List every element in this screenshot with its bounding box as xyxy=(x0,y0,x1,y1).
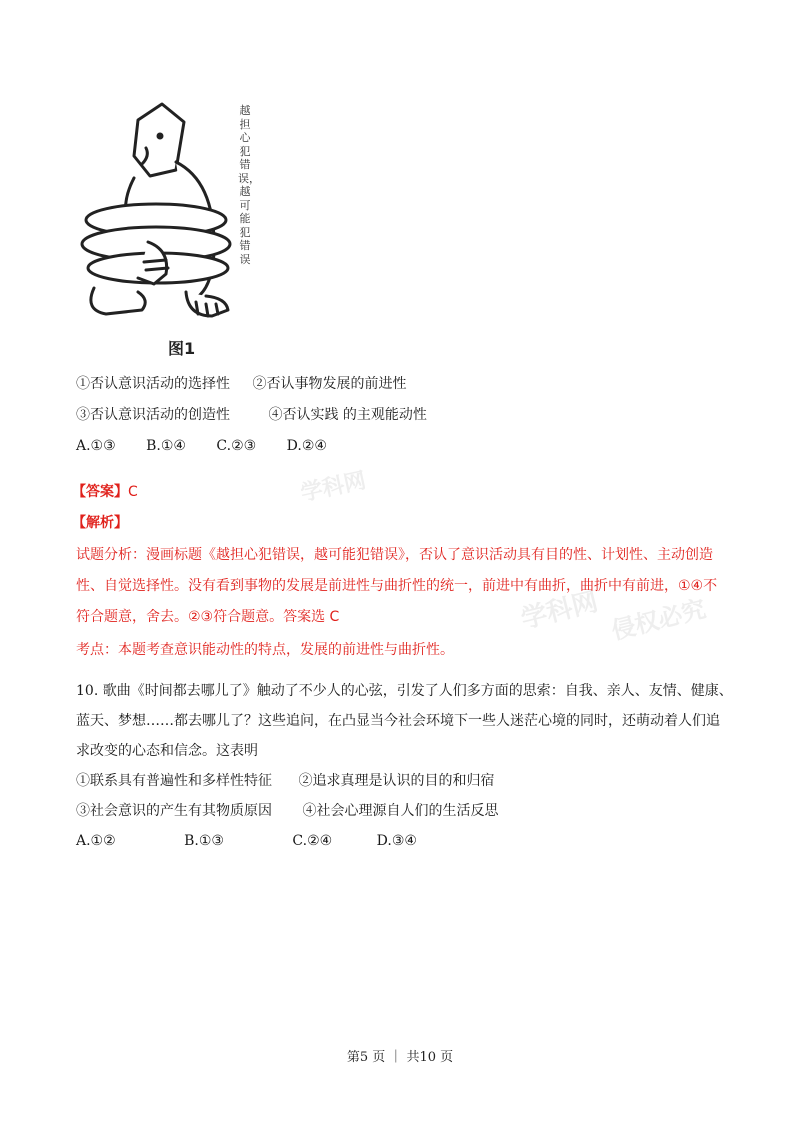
q10-option-4: ④社会心理源自人们的生活反思 xyxy=(302,803,499,819)
q9-choices xyxy=(76,436,327,456)
watermark: 学科网 xyxy=(518,586,602,635)
q10-option-row-1 xyxy=(76,766,736,796)
q9-choice-b: B.①④ xyxy=(146,438,186,454)
analysis-line-1: 试题分析：漫画标题《越担心犯错误，越可能犯错误》，否认了意识活动具有目的性、计划性、主动创造 xyxy=(76,547,713,563)
q10-choice-d: D.③④ xyxy=(376,833,417,849)
q9-option-1: ①否认意识活动的选择性 xyxy=(76,376,230,392)
q9-option-4: ④否认实践 的主观能动性 xyxy=(268,407,427,423)
q10-option-row-2 xyxy=(76,796,736,826)
answer-value: C xyxy=(128,484,138,500)
answer-line xyxy=(72,482,138,502)
figure-1 xyxy=(76,92,260,360)
q10-option-1: ①联系具有普遍性和多样性特征 xyxy=(76,773,272,789)
analysis-label: 【解析】 xyxy=(72,515,128,531)
question-10 xyxy=(76,676,736,856)
q9-choice-c: C.②③ xyxy=(216,438,257,454)
q10-option-3: ③社会意识的产生有其物质原因 xyxy=(76,803,272,819)
watermark: 学科网 xyxy=(298,468,369,507)
q9-choice-d: D.②④ xyxy=(286,438,327,454)
cartoon-image xyxy=(76,92,236,322)
vertical-caption: 越担心犯错误，越可能犯错误 xyxy=(238,104,260,266)
q9-option-3: ③否认意识活动的创造性 xyxy=(76,407,230,423)
q10-stem-line-1: 10. 歌曲《时间都去哪儿了》触动了不少人的心弦，引发了人们多方面的思索：自我、亲人、友情、健康、 xyxy=(76,683,733,699)
q10-choices xyxy=(76,826,736,856)
q10-option-2: ②追求真理是认识的目的和归宿 xyxy=(298,773,495,789)
q10-choice-c: C.②④ xyxy=(292,833,333,849)
answer-label: 【答案】 xyxy=(72,484,128,500)
q10-stem-line-2: 蓝天、梦想……都去哪儿了？这些追问，在凸显当今社会环境下一些人迷茫心境的同时，还萌动着人们追 xyxy=(76,713,720,729)
q10-choice-b: B.①③ xyxy=(184,833,224,849)
q10-stem-line-3: 求改变的心态和信念。这表明 xyxy=(76,743,258,759)
q9-option-row-1 xyxy=(76,374,406,394)
watermark: 侵权必究 xyxy=(608,594,709,646)
q9-option-2: ②否认事物发展的前进性 xyxy=(252,376,407,392)
figure-label: 图1 xyxy=(168,339,196,358)
page-footer: 第5 页 ｜ 共10 页 xyxy=(346,1050,454,1065)
q9-option-row-2 xyxy=(76,405,427,425)
analysis-line-4: 考点：本题考查意识能动性的特点，发展的前进性与曲折性。 xyxy=(76,642,454,658)
q9-choice-a: A.①③ xyxy=(76,438,116,454)
analysis-line-3: 符合题意，舍去。②③符合题意。答案选 C xyxy=(76,609,340,625)
q10-choice-a: A.①② xyxy=(76,833,116,849)
analysis-line-2: 性、自觉选择性。没有看到事物的发展是前进性与曲折性的统一，前进中有曲折，曲折中有前进，①④不 xyxy=(76,578,718,594)
